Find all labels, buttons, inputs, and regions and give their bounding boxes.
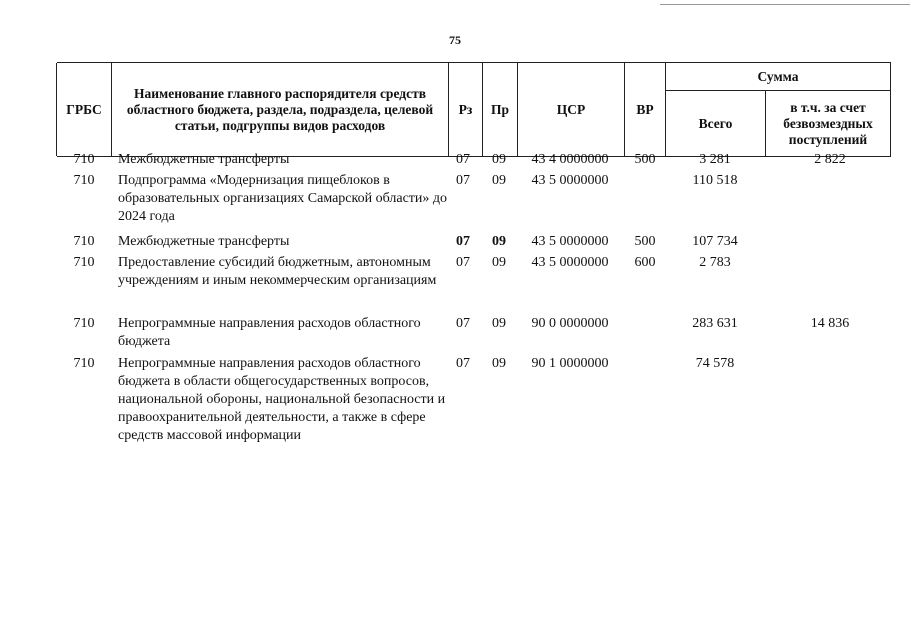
cell-pr: 09 <box>492 316 506 331</box>
cell-pr: 09 <box>492 356 506 371</box>
cell-grbs: 710 <box>73 173 95 188</box>
header-csr: ЦСР <box>556 101 586 117</box>
cell-total: 3 281 <box>699 152 731 167</box>
page-number: 75 <box>449 33 461 47</box>
cell-name: Непрограммные направления расходов областного бюджета <box>118 316 421 349</box>
header-name: Наименование главного распорядителя средств областного бюджета, раздела, подраздела, целевой статьи, подгруппы видов расходов <box>126 86 434 133</box>
cell-grbs: 710 <box>73 356 95 371</box>
cell-rz: 07 <box>456 173 470 188</box>
header-border <box>111 63 112 156</box>
cell-rz: 07 <box>456 316 470 331</box>
cell-grbs: 710 <box>73 316 95 331</box>
cell-csr: 90 1 0000000 <box>531 356 609 371</box>
cell-csr: 43 4 0000000 <box>531 152 609 167</box>
cell-name: Предоставление субсидий бюджетным, автономным учреждениям и иным некоммерческим организациям <box>118 255 437 288</box>
cell-name: Непрограммные направления расходов областного бюджета в области общегосударственных вопросов, национальной обороны, национальной безопасности и правоохранительной деятельности, а также в сфере средств массовой информации <box>118 356 446 443</box>
cell-total: 283 631 <box>692 316 738 331</box>
cell-name: Подпрограмма «Модернизация пищеблоков в образовательных организациях Самарской области» до 2024 года <box>118 173 448 224</box>
cell-rz: 07 <box>456 152 470 167</box>
cell-csr: 43 5 0000000 <box>531 234 609 249</box>
cell-total: 110 518 <box>692 173 738 188</box>
cell-grbs: 710 <box>73 234 95 249</box>
cell-grbs: 710 <box>73 152 95 167</box>
header-border <box>890 63 891 156</box>
cell-rz: 07 <box>456 255 470 270</box>
cell-total: 74 578 <box>695 356 735 371</box>
cell-total: 2 783 <box>699 255 731 270</box>
header-pr: Пр <box>490 101 509 117</box>
cell-pr: 09 <box>492 255 506 270</box>
header-vr: ВР <box>636 101 654 117</box>
cell-vr: 500 <box>634 234 656 249</box>
cell-csr: 90 0 0000000 <box>531 316 609 331</box>
cell-rz: 07 <box>456 234 470 249</box>
cell-pr: 09 <box>492 152 506 167</box>
cell-name: Межбюджетные трансферты <box>118 234 290 249</box>
header-grbs: ГРБС <box>66 101 102 117</box>
cell-name: Межбюджетные трансферты <box>118 152 290 167</box>
cell-rz: 07 <box>456 356 470 371</box>
header-total: Всего <box>698 115 733 131</box>
cell-pr: 09 <box>492 173 506 188</box>
cell-csr: 43 5 0000000 <box>531 173 609 188</box>
cell-vr: 600 <box>634 255 656 270</box>
cell-csr: 43 5 0000000 <box>531 255 609 270</box>
cell-grbs: 710 <box>73 255 95 270</box>
cell-pr: 09 <box>492 234 506 249</box>
table-header <box>57 62 891 157</box>
cell-total: 107 734 <box>692 234 738 249</box>
cell-vr: 500 <box>634 152 656 167</box>
header-rz: Рз <box>458 101 473 117</box>
cell-free: 2 822 <box>814 152 846 167</box>
header-free: в т.ч. за счет безвозмездных поступлений <box>783 100 873 147</box>
header-border <box>765 90 766 156</box>
scan-edge-line <box>660 4 910 5</box>
cell-free: 14 836 <box>810 316 850 331</box>
header-sum: Сумма <box>757 68 799 84</box>
